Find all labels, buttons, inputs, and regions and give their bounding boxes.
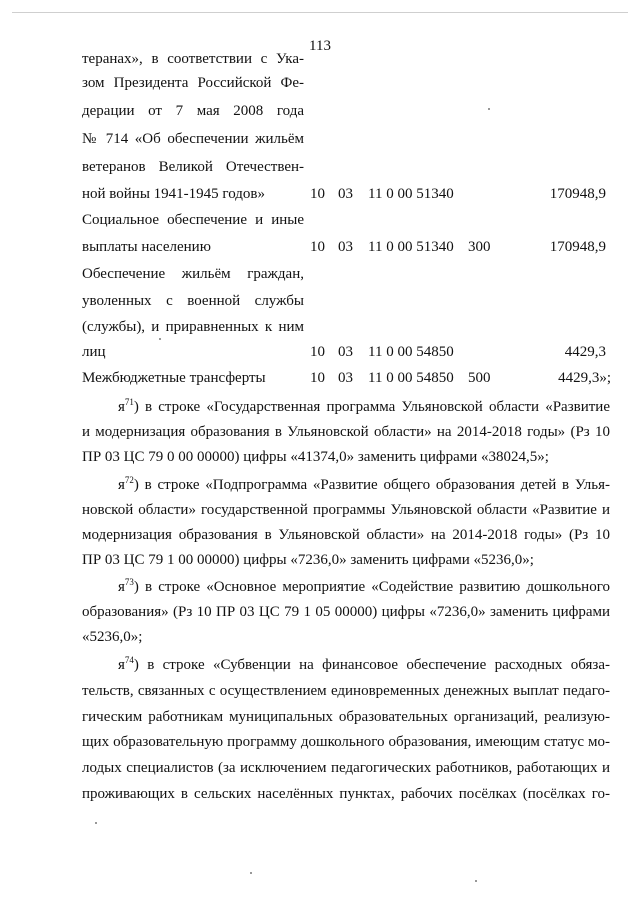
item-line: проживающих в сельских населённых пунктах, рабочих посёлках (посёлках го- — [82, 786, 610, 802]
top-rule — [12, 12, 628, 13]
item-marker: я — [118, 657, 125, 673]
item-marker: я — [118, 579, 125, 595]
table-desc-line: выплаты населению — [82, 239, 211, 255]
scan-speck — [250, 872, 252, 874]
item-marker: я — [118, 477, 125, 493]
scan-speck — [95, 822, 97, 824]
table-desc-line: Межбюджетные трансферты — [82, 370, 266, 386]
rz-cell: 10 — [310, 239, 325, 255]
item-line: тельств, связанных с осуществлением единовременных денежных выплат педаго- — [82, 683, 610, 699]
table-desc-line: № 714 «Об обеспечении жильём — [82, 131, 304, 147]
item-line: «5236,0»; — [82, 629, 143, 645]
vr-cell: 300 — [468, 239, 491, 255]
item-line: гическим работникам муниципальных образовательных организаций, реализую- — [82, 709, 610, 725]
table-desc-line: ветеранов Великой Отечествен- — [82, 159, 304, 175]
table-desc-line: ной войны 1941-1945 годов» — [82, 186, 265, 202]
item-text: ) в строке «Основное мероприятие «Содействие развитию дошкольного — [133, 579, 610, 595]
item-line: ПР 03 ЦС 79 0 00 00000) цифры «41374,0» заменить цифрами «38024,5»; — [82, 449, 549, 465]
item-number: 72 — [124, 475, 134, 485]
pr-cell: 03 — [338, 239, 353, 255]
item-line: лодых специалистов (за исключением педагогических работников, работающих и — [82, 760, 610, 776]
item-first-line — [118, 399, 610, 416]
scan-speck — [488, 108, 490, 110]
scan-speck — [159, 338, 161, 340]
table-desc-line: Обеспечение жильём граждан, — [82, 266, 304, 282]
rz-cell: 10 — [310, 186, 325, 202]
item-line: щих образовательную программу дошкольного образования, имеющим статус мо- — [82, 734, 610, 750]
item-first-line — [118, 579, 610, 596]
table-desc-line: Социальное обеспечение и иные — [82, 212, 304, 228]
table-desc-line: зом Президента Российской Фе- — [82, 75, 304, 91]
item-number: 73 — [124, 577, 134, 587]
item-text: ) в строке «Государственная программа Ульяновской области «Развитие — [133, 399, 610, 415]
table-desc-line: лиц — [82, 344, 106, 360]
item-number: 71 — [124, 397, 134, 407]
page-number: 113 — [309, 38, 331, 54]
item-text: ) в строке «Подпрограмма «Развитие общего образования детей в Улья- — [133, 477, 610, 493]
rz-cell: 10 — [310, 370, 325, 386]
cs-cell: 11 0 00 54850 — [368, 370, 454, 386]
table-desc-line: дерации от 7 мая 2008 года — [82, 103, 304, 119]
pr-cell: 03 — [338, 370, 353, 386]
item-line: и модернизация образования в Ульяновской области» на 2014-2018 годы» (Рз 10 — [82, 424, 610, 440]
pr-cell: 03 — [338, 344, 353, 360]
table-desc-line: (службы), и приравненных к ним — [82, 319, 304, 335]
item-marker: я — [118, 399, 125, 415]
cs-cell: 11 0 00 51340 — [368, 186, 454, 202]
pr-cell: 03 — [338, 186, 353, 202]
table-desc-line: уволенных с военной службы — [82, 293, 304, 309]
sum-cell: 4429,3»; — [558, 370, 611, 386]
item-line: образования» (Рз 10 ПР 03 ЦС 79 1 05 00000) цифры «7236,0» заменить цифрами — [82, 604, 610, 620]
item-first-line — [118, 477, 610, 494]
item-line: новской области» государственной программы Ульяновской области «Развитие и — [82, 502, 610, 518]
item-number: 74 — [124, 655, 134, 665]
sum-cell: 4429,3 — [564, 344, 606, 360]
item-text: ) в строке «Субвенции на финансовое обеспечение расходных обяза- — [133, 657, 610, 673]
scan-speck — [475, 880, 477, 882]
cs-cell: 11 0 00 51340 — [368, 239, 454, 255]
item-line: модернизация образования в Ульяновской области» на 2014-2018 годы» (Рз 10 — [82, 527, 610, 543]
item-first-line — [118, 657, 610, 674]
table-desc-line: теранах», в соответствии с Ука- — [82, 51, 304, 67]
sum-cell: 170948,9 — [549, 239, 606, 255]
vr-cell: 500 — [468, 370, 491, 386]
sum-cell: 170948,9 — [549, 186, 606, 202]
item-line: ПР 03 ЦС 79 1 00 00000) цифры «7236,0» заменить цифрами «5236,0»; — [82, 552, 534, 568]
cs-cell: 11 0 00 54850 — [368, 344, 454, 360]
rz-cell: 10 — [310, 344, 325, 360]
